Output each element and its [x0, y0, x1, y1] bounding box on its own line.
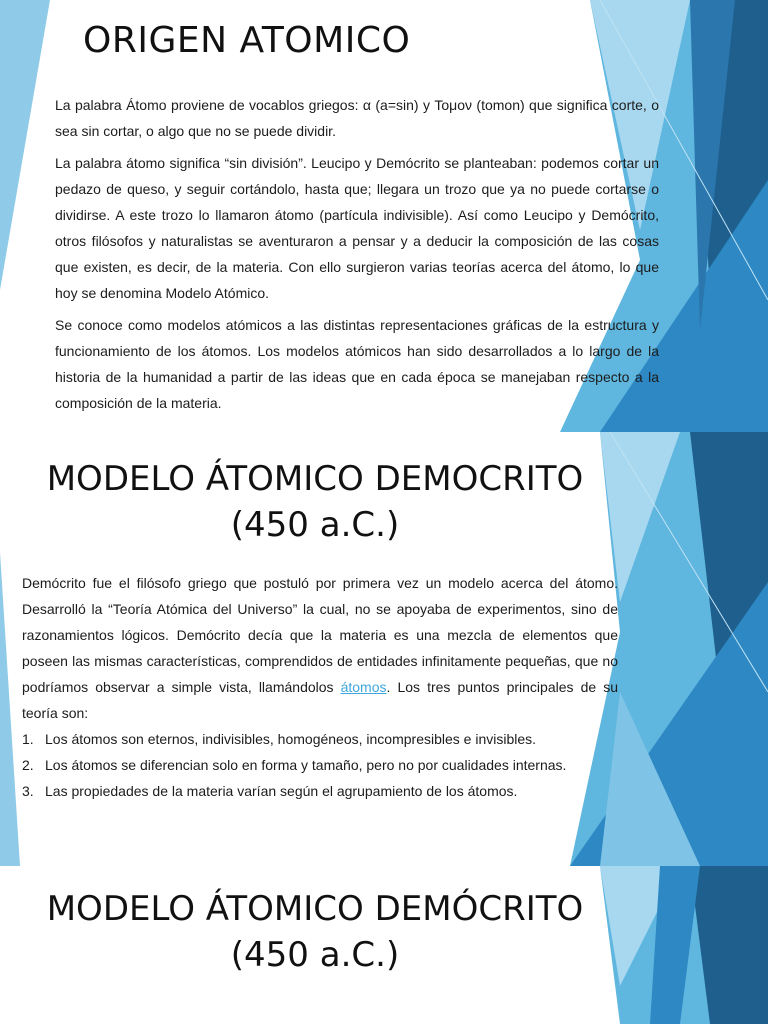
slide-origen-atomico [0, 0, 768, 432]
list-text: Los átomos se diferencian solo en forma y tamaño, pero no por cualidades internas. [45, 757, 567, 773]
list-number: 1. [22, 731, 34, 747]
list-item [22, 726, 618, 752]
theory-points-list [22, 726, 618, 804]
slide-body [55, 92, 659, 422]
paragraph: Se conoce como modelos atómicos a las distintas representaciones gráficas de la estructura y funcionamiento de los átomos. Los modelos atómicos han sido desarrollados a lo largo de la historia de la humanidad a partir de las ideas que en cada época se manejaban respecto a la composición de la materia. [55, 317, 659, 411]
left-accent-triangle [0, 0, 50, 290]
section-title [20, 456, 610, 548]
section-title-line-2: (450 a.C.) [230, 505, 400, 545]
slide-modelo-democrito-2 [0, 866, 768, 1024]
section-title [20, 886, 610, 978]
intro-paragraph [22, 570, 618, 726]
paragraph: La palabra átomo significa “sin división”. Leucipo y Demócrito se planteaban: podemos cortar un pedazo de queso, y seguir cortándolo, hasta que; llegara un trozo que ya no puede cortarse o dividirse. A este trozo lo llamaron átomo (partícula indivisible). Así como Leucipo y Demócrito, otros filósofos y naturalistas se aventuraron a pensar y a deducir la composición de las cosas que existen, es decir, de la materia. Con ello surgieron varias teorías acerca del átomo, lo que hoy se denomina Modelo Atómico. [55, 155, 659, 301]
list-text: Las propiedades de la materia varían según el agrupamiento de los átomos. [45, 783, 518, 799]
section-title-line-1: MODELO ÁTOMICO DEMÓCRITO [46, 889, 584, 929]
slide-body [22, 570, 618, 804]
slide-modelo-democrito [0, 432, 768, 866]
atomos-link[interactable]: átomos [340, 679, 387, 695]
section-title-line-2: (450 a.C.) [230, 935, 400, 975]
left-accent-triangle [0, 552, 20, 866]
section-title-line-1: MODELO ÁTOMICO DEMOCRITO [46, 459, 584, 499]
list-text: Los átomos son eternos, indivisibles, homogéneos, incompresibles e invisibles. [45, 731, 537, 747]
list-item [22, 752, 618, 778]
list-number: 3. [22, 783, 34, 799]
paragraph: La palabra Átomo proviene de vocablos griegos: α (a=sin) y Τομον (tomon) que significa corte, o sea sin cortar, o algo que no se puede dividir. [55, 97, 659, 139]
page-title: ORIGEN ATOMICO [83, 20, 411, 61]
intro-text: Demócrito fue el filósofo griego que postuló por primera vez un modelo acerca del átomo. Desarrolló la “Teoría Atómica del Universo” la cual, no se apoyaba de experimentos, sino de razonamientos lógicos. Demócrito decía que la materia es una mezcla de elementos que poseen las mismas características, comprendidos de entidades infinitamente pequeñas, que no podríamos observar a simple vista, llamándolos [22, 575, 618, 695]
intro-text-end: . Los tres puntos principales de su teoría son: [22, 679, 618, 721]
list-number: 2. [22, 757, 34, 773]
list-item [22, 778, 618, 804]
